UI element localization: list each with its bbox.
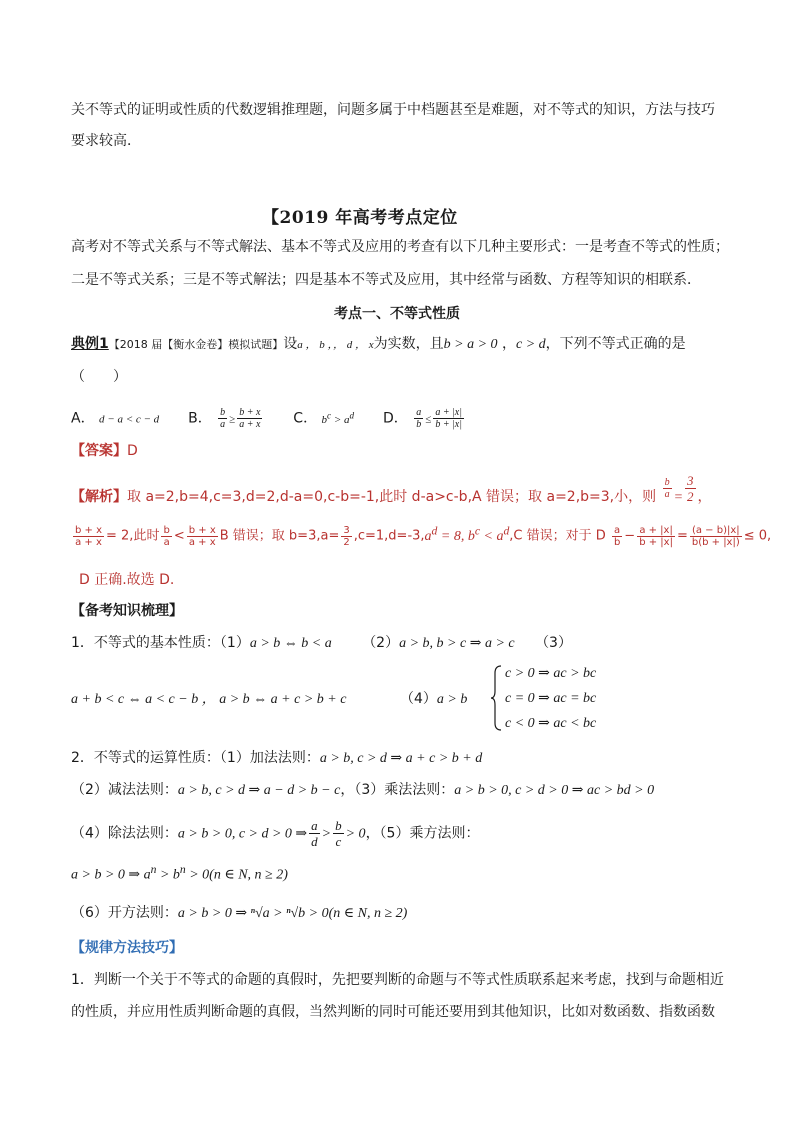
analysis-frac-32b: $\frac{3}{2}$ xyxy=(343,524,350,548)
knowledge-p2-4-text: a > b > 0, c > d > 0 ⇒ xyxy=(177,826,308,842)
intro-line-1: 关不等式的证明或性质的代数逻辑推理题，问题多属于中档题甚至是难题，对不等式的知识，方法与技巧 xyxy=(71,102,715,118)
analysis-line-1 xyxy=(71,472,712,508)
option-a: d − a < c − d xyxy=(99,413,160,426)
knowledge-p1-4-label: （4） xyxy=(400,691,437,707)
knowledge-p2-6 xyxy=(71,903,407,924)
answer-value: D xyxy=(127,443,138,459)
option-b-ge: ≥ xyxy=(229,413,236,426)
knowledge-p1-3-label: （3） xyxy=(535,635,572,651)
analysis-text-9: ,C 错误；对于 D xyxy=(509,528,606,544)
option-c: $b^c > a^d$ xyxy=(321,410,355,426)
analysis-frac-big: $\frac{(a - b)|x|}{b(b + |x|)}$ xyxy=(691,524,740,548)
option-d-label: D． xyxy=(383,410,408,427)
knowledge-p2-6-root: ⁿ√a > ⁿ√b > 0(n ∈ N, n ≥ 2) xyxy=(250,906,408,921)
option-d-le: ≤ xyxy=(425,413,432,426)
answer-label: 【答案】 xyxy=(71,443,127,459)
knowledge-p1-4-lead: a > b xyxy=(436,692,468,707)
analysis-frac-bxax: $\frac{b + x}{a + x}$ xyxy=(75,524,103,548)
knowledge-p2-4-label: （4）除法法则： xyxy=(71,825,178,842)
knowledge-frac-bc: $\frac{b}{c}$ xyxy=(335,818,342,849)
intro-line-2: 要求较高． xyxy=(71,133,141,149)
example-paren: （ ） xyxy=(71,369,127,385)
knowledge-p1-label: 1．不等式的基本性质：（1） xyxy=(71,635,250,651)
knowledge-p1-2-label: （2） xyxy=(362,635,400,651)
example-label: 典例1 xyxy=(71,336,109,352)
option-d-frac-left: $\frac{a}{b}$ xyxy=(416,407,422,431)
method-title: 【规律方法技巧】 xyxy=(71,940,183,956)
knowledge-p2-1 xyxy=(71,748,482,769)
analysis-eq-2: = 2, xyxy=(106,528,134,544)
analysis-text-1: 取 a=2,b=4,c=3,d=2,d-a=0,c-b=-1,此时 d-a>c-b,A 错误；取 a=2,b=3,小，则 xyxy=(127,489,657,505)
example-sep: ， xyxy=(497,336,516,352)
knowledge-p1-4-case-1: c > 0 ⇒ ac > bc xyxy=(505,666,597,681)
analysis-eq-1: = xyxy=(673,490,684,505)
option-d-frac-right: $\frac{a + |x|}{b + |x|}$ xyxy=(435,407,462,431)
analysis-conclusion: D 正确.故选 D. xyxy=(79,572,175,588)
knowledge-p2-2 xyxy=(71,780,654,801)
analysis-text-2: ， xyxy=(697,489,712,505)
example-cond-2: c > d xyxy=(516,337,546,352)
example-text-a: 设 xyxy=(283,336,298,352)
example-vars: a ， b ，， d ， x xyxy=(297,339,374,351)
option-b-frac-left: $\frac{b}{a}$ xyxy=(220,407,226,431)
analysis-text-10: ≤ 0, xyxy=(743,528,772,544)
knowledge-p1-4-case-3: c < 0 ⇒ ac < bc xyxy=(505,716,597,731)
analysis-text-3: 此时 xyxy=(133,528,160,544)
analysis-frac-abs: $\frac{a + |x|}{b + |x|}$ xyxy=(639,524,673,548)
analysis-line-2: $\frac{b + x}{a + x}$ = 2,此时 $\frac{b}{a}$ < $\frac{b + x}{a + x}$ B 错误；取 b=3,a= $\frac{3}{2}$ $,c=1,d=-3,a^d = 8$, $b^c < a^d,C$ 错误；对于 D $\frac{a}{b}$ − $\frac{a + |x|}{b + |x|}$ = $\frac{(a - b)|x|}{b(b + |x|)}$ ≤ 0, xyxy=(75,524,772,548)
overview-line-1: 高考对不等式关系与不等式解法、基本不等式及应用的考查有以下几种主要形式：一是考查不等式的性质； xyxy=(71,239,729,255)
example-source: 【2018 届【衡水金卷】模拟试题】 xyxy=(108,338,284,351)
example-text-b: 为实数，且 xyxy=(373,336,444,352)
knowledge-p2-1-text: a > b, c > d ⇒ a + c > b + d xyxy=(319,751,483,766)
knowledge-p2-6-label: （6）开方法则： xyxy=(71,905,178,921)
analysis-frac-ba-2: $\frac{b}{a}$ xyxy=(163,524,170,548)
analysis-lt: < xyxy=(173,528,185,544)
knowledge-p1-3 xyxy=(71,689,346,710)
method-line-2: 的性质，并应用性质判断命题的真假，当然判断的同时可能还要用到其他知识，比如对数函数、指数函数 xyxy=(71,1004,715,1020)
brace-symbol xyxy=(490,665,502,731)
knowledge-p2-2-label: （2）减法法则： xyxy=(71,782,178,798)
knowledge-p2-5: a > b > 0 ⇒ $a^n > b^n > 0(n$ ∈ N, n ≥ 2) xyxy=(71,863,288,883)
knowledge-p2-3-label: ，（3）乘法法则： xyxy=(340,782,455,798)
option-c-label: C． xyxy=(293,410,318,427)
option-b-frac-right: $\frac{b + x}{a + x}$ xyxy=(239,407,261,431)
knowledge-p1-1: a > b ⇔ b < a xyxy=(249,636,332,651)
knowledge-p2-5-label: ，（5）乘方法则： xyxy=(365,825,480,842)
knowledge-p1 xyxy=(71,633,572,654)
option-a-label: A． xyxy=(71,410,95,427)
analysis-frac-ab: $\frac{a}{b}$ xyxy=(613,524,621,548)
analysis-frac-bxax-2: $\frac{b + x}{a + x}$ xyxy=(188,524,216,548)
knowledge-title: 【备考知识梳理】 xyxy=(71,603,183,619)
knowledge-p2-4-tail: > 0 xyxy=(345,826,366,842)
point-title: 考点一、不等式性质 xyxy=(334,306,460,322)
section-title: 【2019 年高考考点定位 xyxy=(262,208,458,228)
knowledge-p2-6-text: a > b > 0 ⇒ xyxy=(177,906,251,921)
knowledge-p1-3-text: a + b < c ⇔ a < c − b ， a > b ⇔ a + c > b + c xyxy=(71,692,347,707)
example-line xyxy=(71,334,686,355)
example-text-c: ，下列不等式正确的是 xyxy=(545,336,686,352)
option-b-label: B． xyxy=(188,410,212,427)
knowledge-p1-2: a > b, b > c ⇒ a > c xyxy=(399,636,515,651)
example-cond-1: b > a > 0 xyxy=(443,337,498,352)
knowledge-p2-3-text: a > b > 0, c > d > 0 ⇒ ac > bd > 0 xyxy=(454,783,655,798)
analysis-label: 【解析】 xyxy=(71,489,127,505)
knowledge-p1-4-case-2: c = 0 ⇒ ac = bc xyxy=(505,691,597,706)
analysis-power: $a^d = 8$, $b^c < a^d$ xyxy=(424,524,510,544)
analysis-text-4: B 错误；取 b=3,a= xyxy=(219,528,340,544)
knowledge-frac-ad: $\frac{a}{d}$ xyxy=(311,818,318,849)
knowledge-p1-4 xyxy=(400,689,467,710)
answer-line xyxy=(71,441,138,461)
knowledge-p2-label: 2．不等式的运算性质：（1）加法法则： xyxy=(71,750,320,766)
overview-line-2: 二是不等式关系；三是不等式解法；四是基本不等式及应用，其中经常与函数、方程等知识的相联系． xyxy=(71,272,701,288)
analysis-text-5: ,c=1,d=-3, xyxy=(353,528,425,544)
analysis-frac-ba: $\frac{b}{a}$ xyxy=(664,476,670,500)
knowledge-p2-4: （4）除法法则：a > b > 0, c > d > 0 ⇒ $\frac{a}{d}$ > $\frac{b}{c}$ > 0，（5）乘方法则： xyxy=(71,818,480,849)
method-line-1: 1．判断一个关于不等式的命题的真假时，先把要判断的命题与不等式性质联系起来考虑，找到与命题相近 xyxy=(71,972,724,988)
options-line xyxy=(71,405,466,430)
analysis-frac-32: $\frac{3}{2}$ xyxy=(687,472,694,504)
knowledge-p2-2-text: a > b, c > d ⇒ a − d > b − c xyxy=(177,783,341,798)
